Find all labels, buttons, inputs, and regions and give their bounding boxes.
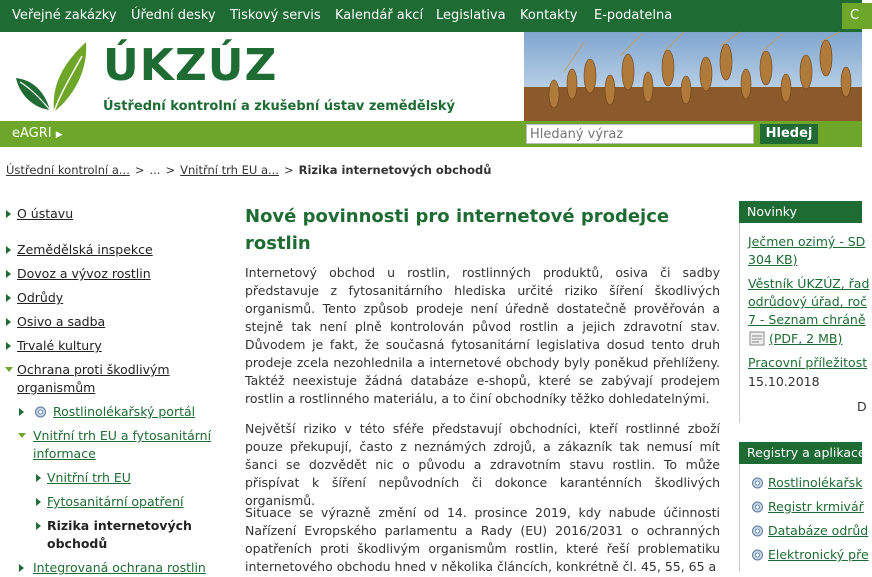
breadcrumb-item[interactable]: Ústřední kontrolní a...	[6, 163, 130, 177]
article-paragraph: Internetový obchod u rostlin, rostlinných produktů, osiva či sadby představuje z fytosanitárního hlediska určité riziko šíření škodlivých organismů. Tento způsob prodeje není úředně dostatečně prověřován a stejně tak není plně kontrolován původ rostlin a jejich zdravotní stav. Důvodem je fakt, že současná fytosanitární legislativa dosud tento druh prodeje zcela nezohlednila a internetové obchody byly poněkud přehlíženy. Taktéž neexistuje žádná databáze e-shopů, které se zabývají prodejem rostlin a rostlinného materiálu, a to činí obchodníky těžko dohledatelnými.	[245, 265, 720, 406]
news-link[interactable]: odrůdový úřad, roč	[748, 294, 867, 309]
breadcrumb-separator: >	[134, 163, 145, 177]
nav-item-rizika-internetovych-obchodu-line2[interactable]: obchodů	[47, 536, 108, 551]
nav-item-ochrana-proti-skodlivym[interactable]: Ochrana proti škodlivým	[17, 362, 170, 377]
topnav-kontakty[interactable]: Kontakty	[520, 8, 578, 23]
news-more-link[interactable]: D	[857, 399, 867, 414]
search-button[interactable]: Hledej	[760, 124, 818, 144]
arrow-right-icon	[6, 342, 11, 350]
breadcrumb-item[interactable]: Vnitřní trh EU a...	[180, 163, 279, 177]
gear-icon	[750, 500, 765, 514]
wheat-field-banner-image	[524, 32, 862, 121]
topnav-tiskovy-servis[interactable]: Tiskový servis	[230, 8, 321, 23]
arrow-right-icon	[6, 270, 11, 278]
registry-link[interactable]: Databáze odrůd	[768, 523, 869, 538]
news-link[interactable]: (PDF, 2 MB)	[769, 331, 843, 346]
more-link[interactable]: Podro	[832, 247, 869, 262]
ukzuz-leaf-logo-icon[interactable]	[14, 38, 90, 116]
registry-box-header: Registry a aplikace	[739, 442, 862, 464]
news-box-header: Novinky	[739, 201, 862, 223]
gear-icon	[750, 548, 765, 562]
nav-item-dovoz-a-vyvoz[interactable]: Dovoz a vývoz rostlin	[17, 266, 151, 281]
breadcrumb-current: Rizika internetových obchodů	[298, 163, 492, 177]
nav-item-rostlinolekarsky-portal[interactable]: Rostlinolékařský portál	[53, 404, 196, 419]
registry-link[interactable]: Rostlinolékařsk	[768, 475, 863, 490]
arrow-right-icon	[6, 318, 11, 326]
arrow-right-icon	[36, 498, 41, 506]
arrow-right-icon	[36, 522, 41, 530]
news-link[interactable]: 7 - Seznam chráně	[748, 312, 866, 327]
breadcrumb-separator: >	[165, 163, 176, 177]
arrow-right-icon	[19, 564, 24, 572]
nav-item-odrudy[interactable]: Odrůdy	[17, 290, 64, 305]
topnav-legislativa[interactable]: Legislativa	[436, 8, 506, 23]
arrow-right-icon	[6, 210, 11, 218]
gear-icon	[750, 524, 765, 538]
article-paragraph: Největší riziko v této sféře představují obchodníci, kteří rostlinné zboží pouze překupují, často z neznámých zdrojů, a zákazník tak nemusí mít šanci se dozvědět nic o původu a zdravotním stavu rostlin. To může přispívat k šíření nepůvodních či dokonce karanténních škodlivých organismů.	[245, 421, 720, 508]
breadcrumb	[6, 163, 491, 177]
nav-item-zemedelska-inspekce[interactable]: Zemědělská inspekce	[17, 242, 153, 257]
arrow-right-icon	[6, 294, 11, 302]
eagri-link[interactable]: eAGRI ▶	[12, 126, 63, 141]
search-input[interactable]	[526, 124, 754, 144]
arrow-down-icon	[5, 367, 13, 372]
news-link[interactable]: Věstník ÚKZÚZ, řad	[748, 276, 870, 291]
nav-item-rizika-internetovych-obchodu[interactable]: Rizika internetových	[47, 518, 192, 533]
nav-item-trvale-kultury[interactable]: Trvalé kultury	[17, 338, 102, 353]
arrow-right-icon: ▶	[55, 130, 63, 140]
article-paragraph: Situace se výrazně změní od 14. prosince 2019, kdy nabude účinnosti Nařízení Evropského parlamentu a Rady (EU) 2016/2031 o ochranných opatřeních proti škodlivým organismům rostlin, které řeší problematiku internetového obchodu hned v několika článcích, konkrétně čl. 45, 55, 65 a	[245, 505, 720, 574]
nav-item-integrovana-ochrana-rostlin[interactable]: Integrovaná ochrana rostlin	[33, 560, 206, 575]
nav-item-ochrana-proti-skodlivym-line2[interactable]: organismům	[17, 380, 96, 395]
topnav-verejne-zakazky[interactable]: Veřejné zakázky	[12, 8, 117, 23]
registry-link[interactable]: Elektronický pře	[768, 547, 869, 562]
arrow-right-icon	[36, 474, 41, 482]
news-link[interactable]: 304 KB)	[748, 252, 798, 267]
breadcrumb-separator: >	[283, 163, 294, 177]
nav-item-vnitrni-trh-eu-a-fytosanitarni-line2[interactable]: informace	[33, 446, 96, 461]
brand-name[interactable]: ÚKZÚZ	[103, 40, 278, 91]
language-switch[interactable]: C	[842, 3, 872, 29]
topnav-uredni-desky[interactable]: Úřední desky	[131, 8, 216, 23]
topnav-kalendar-akci[interactable]: Kalendář akcí	[335, 8, 424, 23]
document-icon	[749, 331, 765, 346]
gear-icon	[750, 476, 765, 490]
nav-item-vnitrni-trh-eu-a-fytosanitarni[interactable]: Vnitřní trh EU a fytosanitární	[33, 428, 212, 443]
nav-item-osivo-a-sadba[interactable]: Osivo a sadba	[17, 314, 106, 329]
page-title: Nové povinnosti pro internetové prodejce rostlin	[245, 206, 670, 254]
registry-link[interactable]: Registr krmivář	[768, 499, 864, 514]
arrow-down-icon	[18, 433, 26, 438]
breadcrumb-ellipsis: ...	[149, 163, 161, 177]
nav-item-o-ustavu[interactable]: O ústavu	[17, 206, 74, 221]
news-link[interactable]: Pracovní příležitost	[748, 355, 868, 370]
top-navigation	[0, 0, 862, 32]
nav-item-vnitrni-trh-eu[interactable]: Vnitřní trh EU	[47, 470, 131, 485]
gear-icon	[33, 405, 48, 419]
nav-item-fytosanitarni-opatreni[interactable]: Fytosanitární opatření	[47, 494, 184, 509]
arrow-right-icon	[19, 408, 24, 416]
arrow-right-icon	[6, 246, 11, 254]
topnav-e-podatelna[interactable]: E-podatelna	[594, 8, 673, 23]
news-date: 15.10.2018	[748, 374, 820, 389]
news-link[interactable]: Ječmen ozimý - SD	[748, 234, 866, 249]
brand-subtitle: Ústřední kontrolní a zkušební ústav zemědělský	[103, 99, 456, 114]
